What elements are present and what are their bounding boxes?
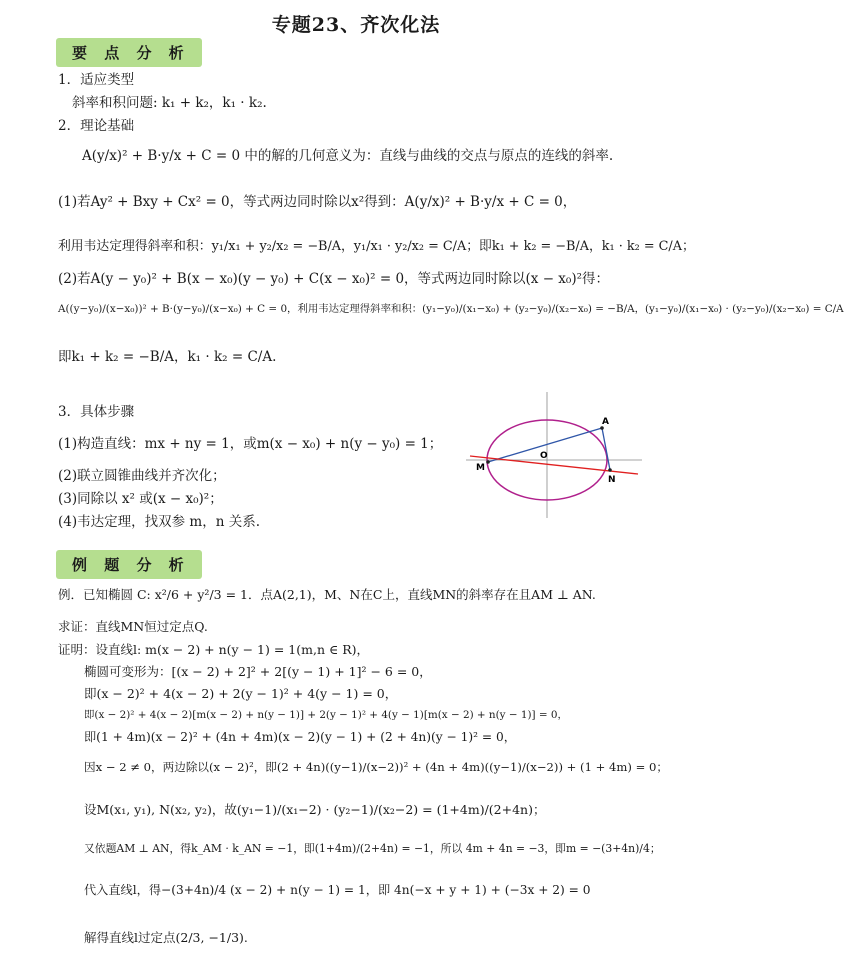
proof-line-9: 代入直线l，得−(3+4n)/4 (x − 2) + n(y − 1) = 1，即 4n(−x + y + 1) + (−3x + 2) = 0	[84, 883, 591, 897]
case2-line-b: A((y−y₀)/(x−x₀))² + B·(y−y₀)/(x−x₀) + C = 0，利用韦达定理得斜率和积：(y₁−y₀)/(x₁−x₀) + (y₂−y₀)/(x₂−x₀) = −B/A，(y₁−y₀)/(x₁−x₀) · (y₂−y₀)/(x₂−x₀) = C/A	[58, 303, 844, 315]
case2-line-c: 即k₁ + k₂ = −B/A，k₁ · k₂ = C/A.	[58, 349, 277, 365]
step3: (3)同除以 x² 或(x − x₀)²；	[58, 491, 223, 507]
step4: (4)韦达定理，找双参 m，n 关系.	[58, 514, 260, 530]
proof-line-3: 即(x − 2)² + 4(x − 2) + 2(y − 1)² + 4(y − 1) = 0，	[84, 686, 398, 701]
line-mn	[470, 456, 638, 474]
item1-heading: 1．适应类型	[58, 72, 135, 88]
page-title: 专题23、齐次化法	[271, 14, 441, 36]
ellipse-figure	[466, 392, 642, 518]
proof-line-7: 设M(x₁, y₁), N(x₂, y₂)，故(y₁−1)/(x₁−2) · (y₂−1)/(x₂−2) = (1+4m)/(2+4n)；	[84, 802, 546, 817]
step1: (1)构造直线：mx + ny = 1，或m(x − x₀) + n(y − y₀) = 1；	[58, 436, 443, 452]
item3-heading: 3．具体步骤	[58, 404, 135, 420]
section-badge-key-points: 要 点 分 析	[56, 38, 202, 67]
case1-line-b: 利用韦达定理得斜率和积：y₁/x₁ + y₂/x₂ = −B/A，y₁/x₁ · y₂/x₂ = C/A；即k₁ + k₂ = −B/A，k₁ · k₂ = C/A；	[58, 239, 695, 254]
proof-line-1: 证明：设直线l: m(x − 2) + n(y − 1) = 1(m,n ∈ R)，	[58, 642, 369, 657]
proof-line-2: 椭圆可变形为：[(x − 2) + 2]² + 2[(y − 1) + 1]² − 6 = 0，	[84, 664, 432, 679]
point-m	[486, 460, 490, 464]
point-n	[608, 468, 612, 472]
step2: (2)联立圆锥曲线并齐次化；	[58, 468, 226, 484]
case2-line-a: (2)若A(y − y₀)² + B(x − x₀)(y − y₀) + C(x − x₀)² = 0，等式两边同时除以(x − x₀)²得：	[58, 271, 610, 287]
proof-line-8: 又依题AM ⊥ AN，得k_AM · k_AN = −1，即(1+4m)/(2+4n) = −1，所以 4m + 4n = −3，即m = −(3+4n)/4；	[84, 842, 661, 855]
label-n: N	[608, 475, 616, 485]
theory-line: A(y/x)² + B·y/x + C = 0 中的解的几何意义为：直线与曲线的交点与原点的连线的斜率.	[82, 148, 614, 164]
example-prove: 求证：直线MN恒过定点Q.	[58, 619, 208, 634]
item2-heading: 2．理论基础	[58, 118, 135, 134]
case1-line-a: (1)若Ay² + Bxy + Cx² = 0，等式两边同时除以x²得到：A(y/x)² + B·y/x + C = 0，	[58, 194, 577, 210]
section-badge-examples: 例 题 分 析	[56, 550, 202, 579]
label-o: O	[540, 451, 548, 461]
item1-body: 斜率和积问题: k₁ + k₂，k₁ · k₂.	[72, 95, 267, 111]
label-m: M	[476, 463, 485, 473]
chord-an	[602, 428, 610, 470]
proof-line-4: 即(x − 2)² + 4(x − 2)[m(x − 2) + n(y − 1)] + 2(y − 1)² + 4(y − 1)[m(x − 2) + n(y − 1)] = 0，	[84, 709, 568, 721]
label-a: A	[602, 417, 609, 427]
proof-line-6: 因x − 2 ≠ 0，两边除以(x − 2)²，即(2 + 4n)((y−1)/(x−2))² + (4n + 4m)((y−1)/(x−2)) + (1 + 4m) = 0；	[84, 760, 668, 774]
example-statement: 例．已知椭圆 C: x²/6 + y²/3 = 1．点A(2,1)，M、N在C上，直线MN的斜率存在且AM ⊥ AN.	[58, 587, 596, 602]
proof-line-5: 即(1 + 4m)(x − 2)² + (4n + 4m)(x − 2)(y − 1) + (2 + 4n)(y − 1)² = 0，	[84, 730, 516, 744]
proof-line-10: 解得直线l过定点(2/3, −1/3).	[84, 930, 248, 945]
